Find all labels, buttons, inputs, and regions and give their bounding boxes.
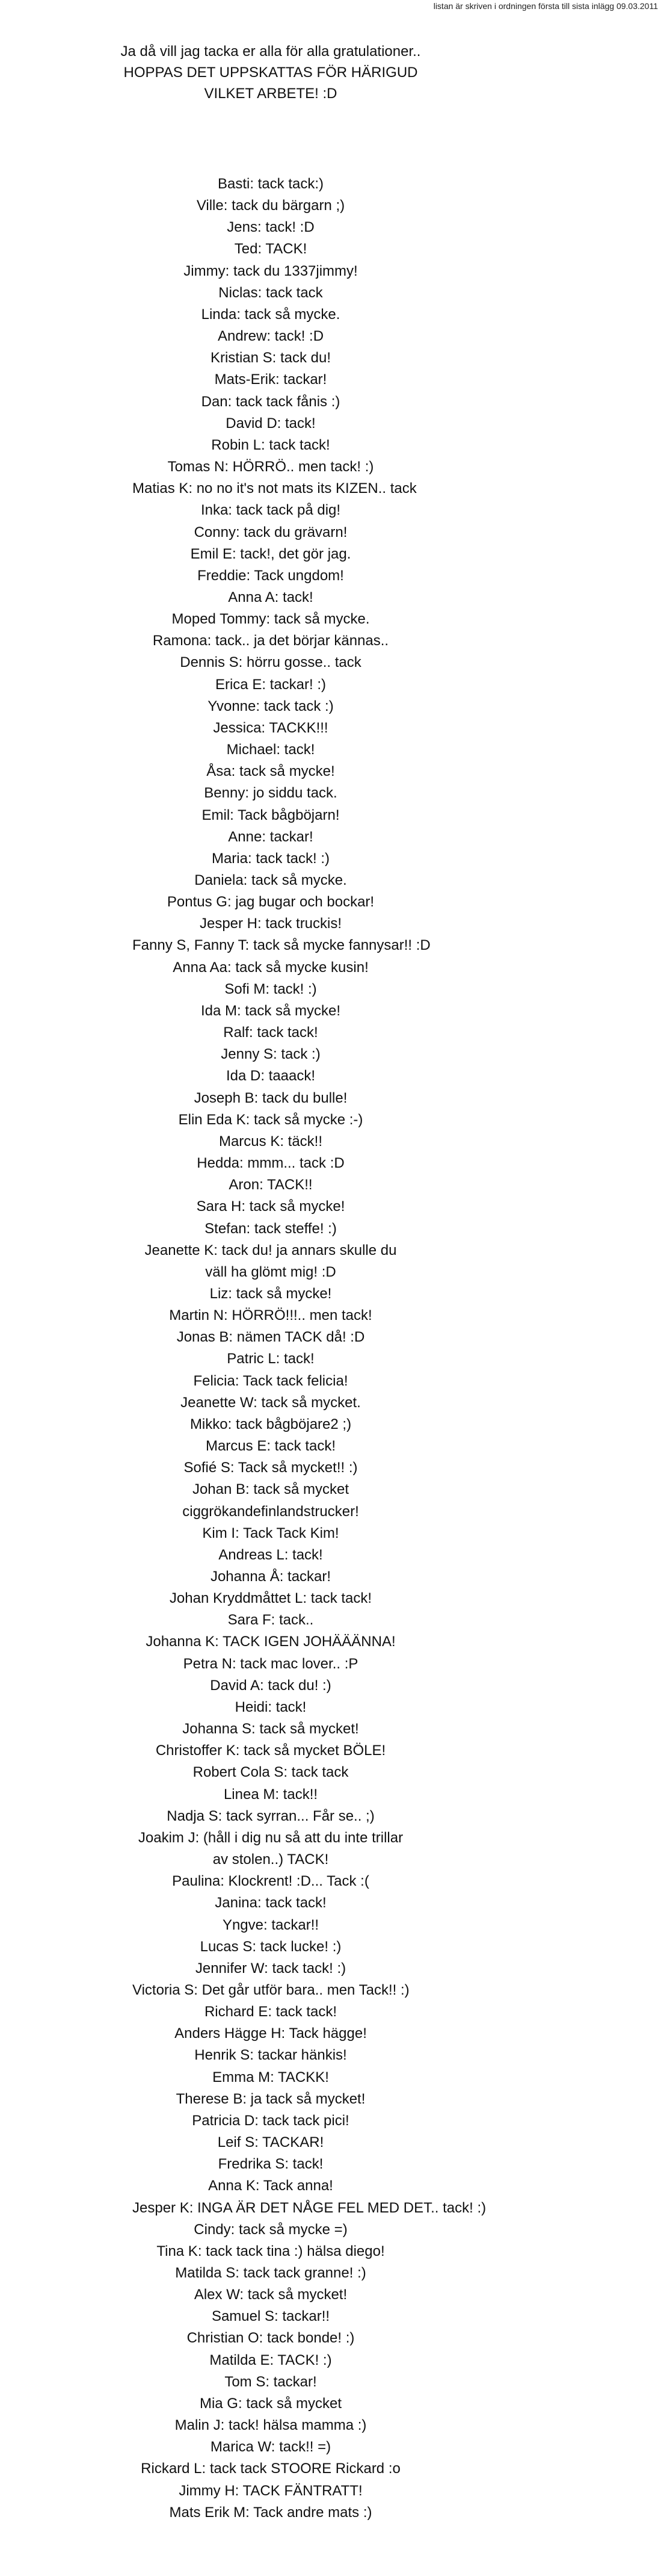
thanks-entry: Andreas L: tack!	[218, 1546, 323, 1563]
thanks-entry: Jimmy H: TACK FÄNTRATT!	[179, 2482, 363, 2499]
thanks-entry: Conny: tack du grävarn!	[194, 524, 348, 540]
thanks-entry: Marcus K: täck!!	[218, 1133, 323, 1150]
thanks-entry: Christoffer K: tack så mycket BÖLE!	[155, 1742, 386, 1759]
thanks-entry: Felicia: Tack tack felicia!	[193, 1372, 348, 1389]
thanks-entry: Jeanette W: tack så mycket.	[180, 1394, 361, 1411]
thanks-entry: Aron: TACK!!	[229, 1177, 313, 1194]
thanks-entry: Sofié S: Tack så mycket!! :)	[183, 1460, 358, 1476]
thanks-entry: Basti: tack tack:)	[217, 176, 324, 192]
thanks-entry: Anders Hägge H: Tack hägge!	[174, 2025, 367, 2042]
thanks-entry: Matias K: no no it's not mats its KIZEN.. tack	[132, 480, 417, 497]
thanks-entry: Petra N: tack mac lover.. :P	[183, 1655, 358, 1672]
thanks-entry: Dennis S: hörru gosse.. tack	[180, 654, 361, 671]
thanks-entry: David A: tack du! :)	[210, 1677, 331, 1694]
thanks-entry: Henrik S: tackar hänkis!	[194, 2047, 347, 2064]
thanks-entry: Ida M: tack så mycke!	[200, 1002, 341, 1019]
thanks-entry: Moped Tommy: tack så mycke.	[171, 611, 370, 628]
thanks-entry: Johan Kryddmåttet L: tack tack!	[169, 1590, 372, 1607]
thanks-entry: Ida D: taaack!	[226, 1068, 316, 1085]
thanks-entry: Cindy: tack så mycke =)	[194, 2221, 348, 2238]
header-note: listan är skriven i ordningen första till sista inlägg 09.03.2011	[433, 1, 658, 11]
thanks-entry: Matilda E: TACK! :)	[209, 2352, 332, 2368]
thanks-entry: Emil: Tack bågböjarn!	[201, 807, 340, 823]
thanks-entry: Victoria S: Det går utför bara.. men Tack!! :)	[132, 1981, 410, 1998]
thanks-entry: Fredrika S: tack!	[218, 2156, 324, 2173]
thanks-entry: Daniela: tack så mycke.	[194, 872, 347, 888]
thanks-entry: Leif S: TACKAR!	[217, 2134, 324, 2151]
thanks-entry: Anna Aa: tack så mycke kusin!	[173, 959, 369, 976]
intro-line: Ja då vill jag tacka er alla för alla gratulationer..	[120, 43, 421, 60]
thanks-entry: Robert Cola S: tack tack	[192, 1764, 349, 1781]
thanks-entry: Richard E: tack tack!	[204, 2004, 337, 2020]
thanks-entry: Martin N: HÖRRÖ!!!.. men tack!	[169, 1307, 372, 1324]
thanks-entry: Tom S: tackar!	[224, 2373, 317, 2390]
thanks-entry: Niclas: tack tack	[218, 284, 323, 301]
thanks-entry: Mikko: tack bågböjare2 ;)	[189, 1416, 352, 1432]
thanks-entry: Andrew: tack! :D	[217, 328, 324, 345]
thanks-entry: Jens: tack! :D	[227, 219, 315, 236]
thanks-entry: Johanna Å: tackar!	[210, 1568, 331, 1585]
thanks-entry: Sofi M: tack! :)	[224, 980, 317, 997]
thanks-entry: Jesper K: INGA ÄR DET NÅGE FEL MED DET.. tack! :)	[132, 2199, 487, 2216]
thanks-entry: Christian O: tack bonde! :)	[186, 2330, 355, 2347]
thanks-entry: Malin J: tack! hälsa mamma :)	[174, 2417, 367, 2434]
thanks-entry: Marica W: tack!! =)	[210, 2439, 331, 2456]
thanks-entry: Therese B: ja tack så mycket!	[176, 2090, 366, 2107]
thanks-entry: Pontus G: jag bugar och bockar!	[167, 894, 375, 911]
thanks-entry: Johan B: tack så mycket ciggrökandefinlandstrucker!	[182, 1481, 359, 1520]
thanks-entry: Jeanette K: tack du! ja annars skulle du väll ha glömt mig! :D	[144, 1242, 397, 1280]
thanks-entry: Rickard L: tack tack STOORE Rickard :o	[141, 2460, 401, 2477]
thanks-entry: Linea M: tack!!	[223, 1786, 318, 1803]
thanks-entry: Emil E: tack!, det gör jag.	[190, 545, 351, 562]
thanks-entry: Ted: TACK!	[234, 241, 307, 258]
thanks-entry: Stefan: tack steffe! :)	[204, 1220, 337, 1237]
thanks-entry: Ralf: tack tack!	[223, 1024, 318, 1041]
thanks-entry: Linda: tack så mycke.	[201, 306, 340, 323]
thanks-entry: Emma M: TACKK!	[212, 2069, 329, 2085]
thanks-entry: David D: tack!	[226, 415, 316, 432]
thanks-entry: Freddie: Tack ungdom!	[197, 567, 344, 584]
thanks-entry: Ville: tack du bärgarn ;)	[196, 197, 345, 214]
thanks-list	[132, 173, 487, 2524]
thanks-entry: Yvonne: tack tack :)	[208, 698, 334, 714]
thanks-entry: Benny: jo siddu tack.	[204, 785, 337, 802]
thanks-entry: Michael: tack!	[226, 742, 315, 758]
thanks-entry: Jessica: TACKK!!!	[213, 719, 328, 736]
thanks-entry: Jonas B: nämen TACK då! :D	[176, 1329, 365, 1346]
thanks-entry: Samuel S: tackar!!	[211, 2308, 330, 2325]
thanks-entry: Johanna S: tack så mycket!	[182, 1721, 359, 1738]
thanks-entry: Janina: tack tack!	[215, 1895, 327, 1912]
thanks-entry: Tomas N: HÖRRÖ.. men tack! :)	[167, 459, 374, 475]
thanks-entry: Kim I: Tack Tack Kim!	[202, 1525, 339, 1541]
thanks-entry: Liz: tack så mycke!	[209, 1285, 332, 1302]
thanks-entry: Anna K: Tack anna!	[208, 2178, 333, 2194]
thanks-entry: Mia G: tack så mycket	[199, 2395, 342, 2412]
thanks-entry: Sara H: tack så mycke!	[196, 1198, 345, 1215]
thanks-entry: Lucas S: tack lucke! :)	[200, 1938, 342, 1955]
thanks-entry: Tina K: tack tack tina :) hälsa diego!	[156, 2243, 385, 2259]
intro-text	[114, 41, 427, 104]
thanks-entry: Joseph B: tack du bulle!	[194, 1089, 348, 1106]
thanks-entry: Anna A: tack!	[228, 589, 313, 605]
thanks-entry: Ramona: tack.. ja det börjar kännas..	[152, 633, 389, 649]
thanks-entry: Patricia D: tack tack pici!	[192, 2112, 349, 2129]
thanks-entry: Marcus E: tack tack!	[205, 1438, 336, 1455]
thanks-entry: Yngve: tackar!!	[222, 1916, 319, 1933]
thanks-entry: Jennifer W: tack tack! :)	[195, 1960, 346, 1977]
thanks-entry: Joakim J: (håll i dig nu så att du inte trillar av stolen..) TACK!	[138, 1829, 404, 1868]
thanks-entry: Robin L: tack tack!	[211, 436, 330, 453]
thanks-entry: Jimmy: tack du 1337jimmy!	[183, 262, 358, 279]
thanks-entry: Nadja S: tack syrran... Får se.. ;)	[167, 1807, 375, 1824]
thanks-entry: Jesper H: tack truckis!	[199, 915, 342, 932]
thanks-entry: Heidi: tack!	[235, 1698, 307, 1715]
thanks-entry: Johanna K: TACK IGEN JOHÄÄÄNNA!	[146, 1633, 396, 1650]
thanks-entry: Dan: tack tack fånis :)	[201, 393, 340, 410]
thanks-entry: Alex W: tack så mycket!	[194, 2287, 348, 2303]
thanks-entry: Sara F: tack..	[227, 1612, 314, 1629]
thanks-entry: Kristian S: tack du!	[210, 350, 331, 367]
thanks-entry: Jenny S: tack :)	[221, 1046, 321, 1063]
thanks-entry: Patric L: tack!	[227, 1351, 315, 1367]
thanks-entry: Inka: tack tack på dig!	[200, 502, 341, 519]
thanks-entry: Maria: tack tack! :)	[211, 850, 330, 867]
intro-line: HOPPAS DET UPPSKATTAS FÖR HÄRIGUD VILKET ARBETE! :D	[123, 64, 418, 102]
thanks-entry: Hedda: mmm... tack :D	[197, 1155, 345, 1172]
thanks-entry: Mats-Erik: tackar!	[214, 371, 327, 388]
thanks-entry: Fanny S, Fanny T: tack så mycke fannysar!! :D	[132, 937, 431, 954]
thanks-entry: Anne: tackar!	[228, 828, 313, 845]
thanks-entry: Matilda S: tack tack granne! :)	[175, 2265, 366, 2281]
thanks-entry: Mats Erik M: Tack andre mats :)	[169, 2504, 372, 2521]
thanks-entry: Erica E: tackar! :)	[215, 676, 327, 693]
thanks-entry: Åsa: tack så mycke!	[206, 763, 335, 780]
thanks-entry: Elin Eda K: tack så mycke :-)	[178, 1111, 363, 1128]
thanks-entry: Paulina: Klockrent! :D... Tack :(	[172, 1873, 369, 1890]
